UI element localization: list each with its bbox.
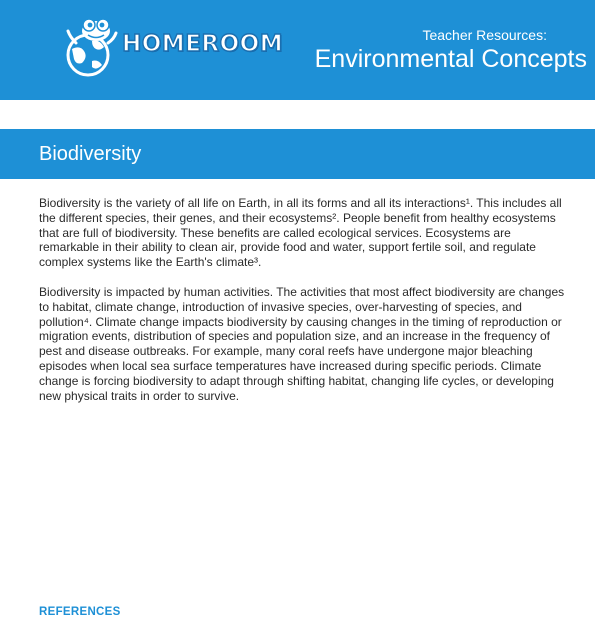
- body-paragraph-1: Biodiversity is the variety of all life on Earth, in all its forms and all its interactions¹. This includes all the different species, their genes, and their ecosystems². People benefit from healthy ecosystems that are full of biodiversity. These benefits are called ecological services. Ecosystems are remarkable in their ability to clean air, provide food and water, support fertile soil, and regulate complex systems like the Earth's climate³.: [39, 196, 562, 270]
- body-paragraph-2: Biodiversity is impacted by human activities. The activities that most affect biodiversity are changes to habitat, climate change, introduction of invasive species, over-harvesting of species, and pollution⁴. Climate change impacts biodiversity by causing changes in the timing of reproduction or migration events, distribution of species and population size, and an increase in the frequency of pest and disease outbreaks. For example, many coral reefs have undergone major bleaching episodes when local sea surface temperatures have increased during specific periods. Climate change is forcing biodiversity to adapt through shifting habitat, changing life cycles, or developing new physical traits in order to survive.: [39, 284, 565, 403]
- section-header: [0, 129, 595, 179]
- header-title: Environmental Concepts: [314, 45, 587, 73]
- header-titles: [287, 27, 587, 74]
- section-title: Biodiversity: [39, 143, 142, 165]
- frog-globe-icon: [62, 17, 122, 79]
- body-content: [39, 196, 573, 418]
- logo-wordmark: HOMEROOM: [122, 31, 284, 57]
- header-banner: [0, 0, 595, 100]
- homeroom-logo[interactable]: [62, 17, 287, 79]
- references-heading: REFERENCES: [39, 606, 121, 618]
- header-subtitle: Teacher Resources:: [422, 27, 547, 43]
